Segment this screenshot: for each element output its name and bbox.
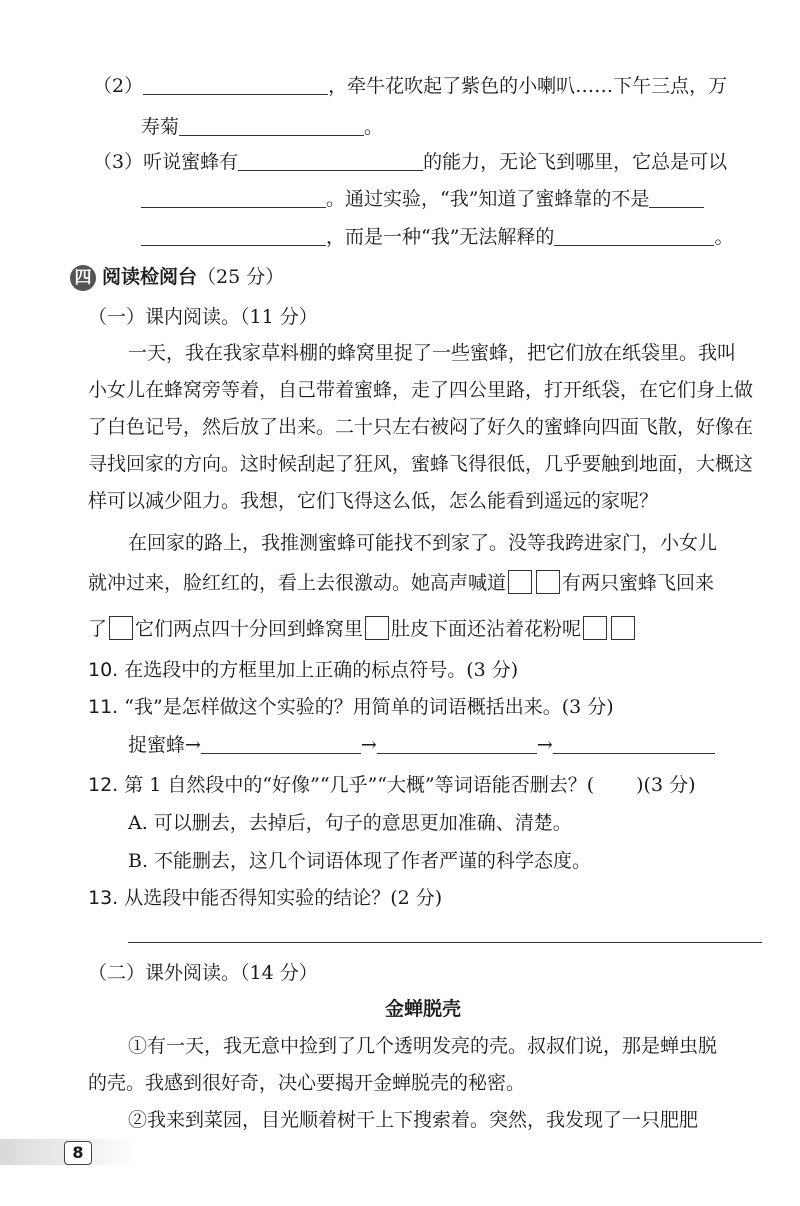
q3-label: （3） bbox=[93, 151, 144, 173]
q13-text: 从选段中能否得知实验的结论？(2 分) bbox=[124, 887, 443, 909]
q11-start: 捉蜜蜂→ bbox=[128, 734, 201, 756]
p2-text-d: 它们两点四十分回到蜂窝里 bbox=[135, 618, 364, 640]
passage-p1-line5: 样可以减少阻力。我想，它们飞得这么低，怎么能看到遥远的家呢？ bbox=[88, 490, 659, 512]
q11-answer-line bbox=[128, 732, 715, 758]
q3-text-b: 的能力，无论飞到哪里，它总是可以 bbox=[423, 151, 728, 173]
question-10 bbox=[88, 657, 518, 683]
q2-text-b: 寿菊 bbox=[141, 116, 180, 138]
question-11 bbox=[88, 694, 614, 720]
q3-blank-4[interactable] bbox=[141, 225, 326, 246]
q3-text-c: 。通过实验，“我”知道了蜜蜂靠的不是 bbox=[326, 188, 650, 210]
part2-heading: （二）课外阅读。（14 分） bbox=[88, 962, 318, 984]
q11-text: “我”是怎样做这个实验的？用简单的词语概括出来。(3 分) bbox=[124, 696, 614, 718]
q2-blank-1[interactable] bbox=[143, 74, 328, 95]
q2-label: （2） bbox=[93, 75, 144, 97]
q3-blank-2[interactable] bbox=[141, 187, 326, 208]
article-p2-line1: ②我来到菜园，目光顺着树干上下搜索着。突然，我发现了一只肥肥 bbox=[128, 1109, 699, 1131]
q3-blank-1[interactable] bbox=[238, 150, 423, 171]
q11-blank-2[interactable] bbox=[377, 733, 537, 754]
q2-text: ，牵牛花吹起了紫色的小喇叭……下午三点，万 bbox=[328, 75, 728, 97]
q12-text: 第 1 自然段中的“好像”“几乎”“大概”等词语能否删去？( bbox=[124, 774, 595, 796]
passage-p1-line2: 小女儿在蜂窝旁等着，自己带着蜜蜂，走了四公里路，打开纸袋，在它们身上做 bbox=[88, 379, 754, 401]
q12-option-a: A. 可以删去，去掉后，句子的意思更加准确、清楚。 bbox=[128, 812, 572, 834]
q11-number: 11. bbox=[88, 696, 119, 718]
part1-heading: （一）课内阅读。（11 分） bbox=[88, 306, 318, 328]
section-score: （25 分） bbox=[197, 266, 285, 288]
question-13 bbox=[88, 885, 442, 911]
passage-p2-line3 bbox=[88, 616, 637, 642]
q11-blank-3[interactable] bbox=[553, 733, 715, 754]
section-4-heading bbox=[70, 264, 284, 291]
punct-box-2[interactable] bbox=[536, 570, 560, 594]
q2-line2 bbox=[141, 114, 383, 140]
p2-text-b: 有两只蜜蜂飞回来 bbox=[562, 572, 715, 594]
punct-box-1[interactable] bbox=[508, 570, 532, 594]
p2-text-c: 了 bbox=[88, 618, 108, 640]
q2-blank-2[interactable] bbox=[179, 115, 364, 136]
q3-text-d: ，而是一种“我”无法解释的 bbox=[326, 226, 555, 248]
q3-blank-5[interactable] bbox=[554, 225, 714, 246]
punct-box-3[interactable] bbox=[109, 616, 133, 640]
article-p1-line1: ①有一天，我无意中捡到了几个透明发亮的壳。叔叔们说，那是蝉虫脱 bbox=[128, 1035, 718, 1057]
punct-box-5[interactable] bbox=[583, 616, 607, 640]
q12-score: )(3 分) bbox=[636, 774, 696, 796]
page-number: 8 bbox=[64, 1141, 92, 1165]
q2-end: 。 bbox=[364, 116, 384, 138]
q3-line2 bbox=[141, 186, 704, 212]
q10-number: 10. bbox=[88, 659, 119, 681]
q3-line1 bbox=[93, 149, 727, 175]
q11-blank-1[interactable] bbox=[201, 733, 361, 754]
passage-p1-line4: 寻找回家的方向。这时候刮起了狂风，蜜蜂飞得很低，几乎要触到地面，大概这 bbox=[88, 453, 754, 475]
q10-text: 在选段中的方框里加上正确的标点符号。(3 分) bbox=[124, 659, 519, 681]
question-12 bbox=[88, 772, 696, 798]
q3-blank-3[interactable] bbox=[649, 187, 704, 208]
passage-p1-line1: 一天，我在我家草料棚的蜂窝里捉了一些蜜蜂，把它们放在纸袋里。我叫 bbox=[128, 342, 737, 364]
article-title: 金蝉脱壳 bbox=[385, 998, 462, 1020]
punct-box-6[interactable] bbox=[611, 616, 635, 640]
q13-answer-line[interactable] bbox=[128, 942, 762, 943]
q12-number: 12. bbox=[88, 774, 119, 796]
q2-line1 bbox=[93, 73, 727, 99]
q3-line3 bbox=[141, 224, 733, 250]
q13-number: 13. bbox=[88, 887, 119, 909]
q3-text-a: 听说蜜蜂有 bbox=[143, 151, 239, 173]
p2-text-e: 肚皮下面还沾着花粉呢 bbox=[391, 618, 582, 640]
passage-p1-line3: 了白色记号，然后放了出来。二十只左右被闷了好久的蜜蜂向四面飞散，好像在 bbox=[88, 416, 754, 438]
section-badge: 四 bbox=[70, 265, 96, 291]
q12-option-b: B. 不能删去，这几个词语体现了作者严谨的科学态度。 bbox=[128, 850, 592, 872]
passage-p2-line2 bbox=[88, 570, 714, 596]
section-title: 阅读检阅台 bbox=[102, 266, 198, 288]
q11-arrow-2: → bbox=[536, 734, 553, 756]
passage-p2-line1: 在回家的路上，我推测蜜蜂可能找不到家了。没等我跨进家门，小女儿 bbox=[128, 532, 718, 554]
punct-box-4[interactable] bbox=[365, 616, 389, 640]
q3-end: 。 bbox=[714, 226, 734, 248]
p2-text-a: 就冲过来，脸红红的，看上去很激动。她高声喊道 bbox=[88, 572, 507, 594]
article-p1-line2: 的壳。我感到很好奇，决心要揭开金蝉脱壳的秘密。 bbox=[88, 1072, 526, 1094]
q11-arrow-1: → bbox=[360, 734, 377, 756]
